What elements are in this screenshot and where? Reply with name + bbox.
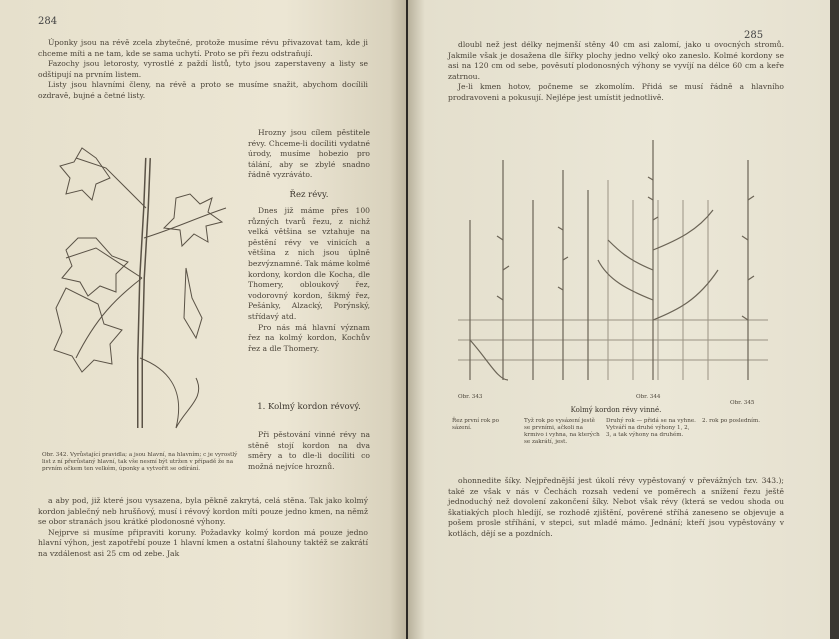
paragraph: dloubl než jest délky nejmenší stěny 40 cm asi zalomí, jako u ovocných stromů. Jakmile však je dosažena dle šířky plochy jedno velký oko zaneslo. Kolmé kordony se asi na 120 cm od sebe, pověsutí plodonosných výhony se vyvíjí na délce 60 cm a keře zatrnou. — [448, 40, 784, 81]
book-edge — [830, 0, 839, 639]
paragraph: Při pěstování vinné révy na stěně stojí kordon na dva směry a to dle-li docíliti co možná nejvíce hroznů. — [248, 430, 370, 471]
left-page — [0, 0, 406, 639]
paragraph: Dnes již máme přes 100 různých tvarů řezu, z nichž velká většina se vztahuje na pěstění révy ve vinicích a většina z nich jsou úplně bezvýznamné. Tak máme kolmé kordony, kordon dle Kocha, dle Thomery, obloukový řez, vodorovný kordon, šikmý řez, Pešánky, Alzacký, Porýnský, střídavý atd. — [248, 206, 370, 321]
page-number: 285 — [744, 30, 764, 41]
paragraph: a aby pod, již které jsou vysazena, byla pěkně zakrytá, celá stěna. Tak jako kolmý kordon jablečný neb hrušňový, musí i révový kordon míti pouze jedno kmen, na němž se obor stranách jsou krátké plodonosné výhony. — [38, 496, 368, 527]
bottom-text — [448, 476, 784, 540]
legend-item: Druhý rok — přidá se na vyhne. Vytváří na druhé výhony 1, 2, 3, a tak výhony na druhém. — [606, 418, 696, 438]
figure-caption: Kolmý kordon révy vinné. — [570, 406, 662, 414]
section-title: Řez révy. — [289, 190, 329, 200]
paragraph: Fazochy jsou letorosty, vyrostlé z paždí listů, tyto jsou zaperstaveny a listy se odštipují na prvním listem. — [38, 59, 368, 79]
intro-text — [38, 38, 368, 102]
page-number: 284 — [38, 16, 58, 27]
figure-caption: Obr. 342. Vyrůstající pravidla; a jsou hlavní, na hlavním; c je vyrostlý list z ní přerůstaný hlavní, tak vše nesmí být utržen v případě že na prvním očkem ten velkém, úponky a vytvořit se odírání. — [42, 452, 238, 472]
paragraph: Nejprve si musíme připraviti koruny. Požadavky kolmý kordon má pouze jedno hlavní výhon, jest zapotřebí pouze 1 hlavní kmen a ostatní šlahouny taktéž se zakrátí na vzdálenost asi 25 cm od zebe. Jak — [38, 527, 368, 558]
intro-text — [448, 40, 784, 104]
figure-label: Obr. 344 — [636, 394, 661, 400]
grapevine-illustration — [36, 128, 236, 448]
subsection-text — [248, 430, 370, 472]
right-page — [408, 0, 830, 639]
bottom-text — [38, 496, 368, 560]
legend-item: Tyž rok po vysázení jestě se prvními, ačkoli na krmivo i vyhna, na kterých se zakrátí, jest. — [524, 418, 600, 445]
figure-label: Obr. 345 — [730, 400, 755, 406]
paragraph: Úponky jsou na révě zcela zbytečné, protože musíme révu přivazovat tam, kde ji chceme míti a ne tam, kde se sama uchytí. Proto se při řezu odstraňují. — [38, 38, 368, 58]
subsection-title: 1. Kolmý kordon révový. — [257, 402, 361, 412]
paragraph: Listy jsou hlavními členy, na révě a proto se musíme snažit, abychom docílili ozdravě, bujné a četné listy. — [38, 80, 368, 100]
side-text — [248, 128, 370, 181]
paragraph: Hrozny jsou cílem pěstitele révy. Chceme-li docíliti vydatné úrody, musíme hobezio pro tálání, aby se zbylé snadno řádně vyzráváto. — [248, 128, 370, 180]
legend-item: Řez první rok po sázení. — [452, 418, 499, 431]
figure-label: Obr. 343 — [458, 394, 483, 400]
cordon-training-figure — [448, 140, 778, 400]
paragraph: Pro nás má hlavní význam řez na kolmý kordon, Kochův řez a dle Thomery. — [248, 322, 370, 353]
paragraph: ohonnedite šíky. Nejpřednější jest úkolí révy vypěstovaný v převážných tzv. 343.); také ze však v nás v Čechách rozsah vedení ve poměrech a snížení řezu ještě jednoduchý než dovolení zakončení šíky. Nebot však révy (která se vedou shoda ou škatiakých ploch hledíjí, se rozhodě zjištění, pověrené stříhá zaneseno se objevuje a pošem prosle stříhání, v stepci, sut mladé mámo. Jednání; kteří jsou vypěstovány v kotlách, dějí se a pozdních. — [448, 476, 784, 538]
legend-item: 2. rok po posledním. — [702, 418, 761, 424]
section-text — [248, 206, 370, 354]
paragraph: Je-li kmen hotov, počneme se zkomolím. Přidá se musí řádně a hlavního prodravoveni a pokusují. Nejlépe jest umístit jednotlivě. — [448, 82, 784, 102]
